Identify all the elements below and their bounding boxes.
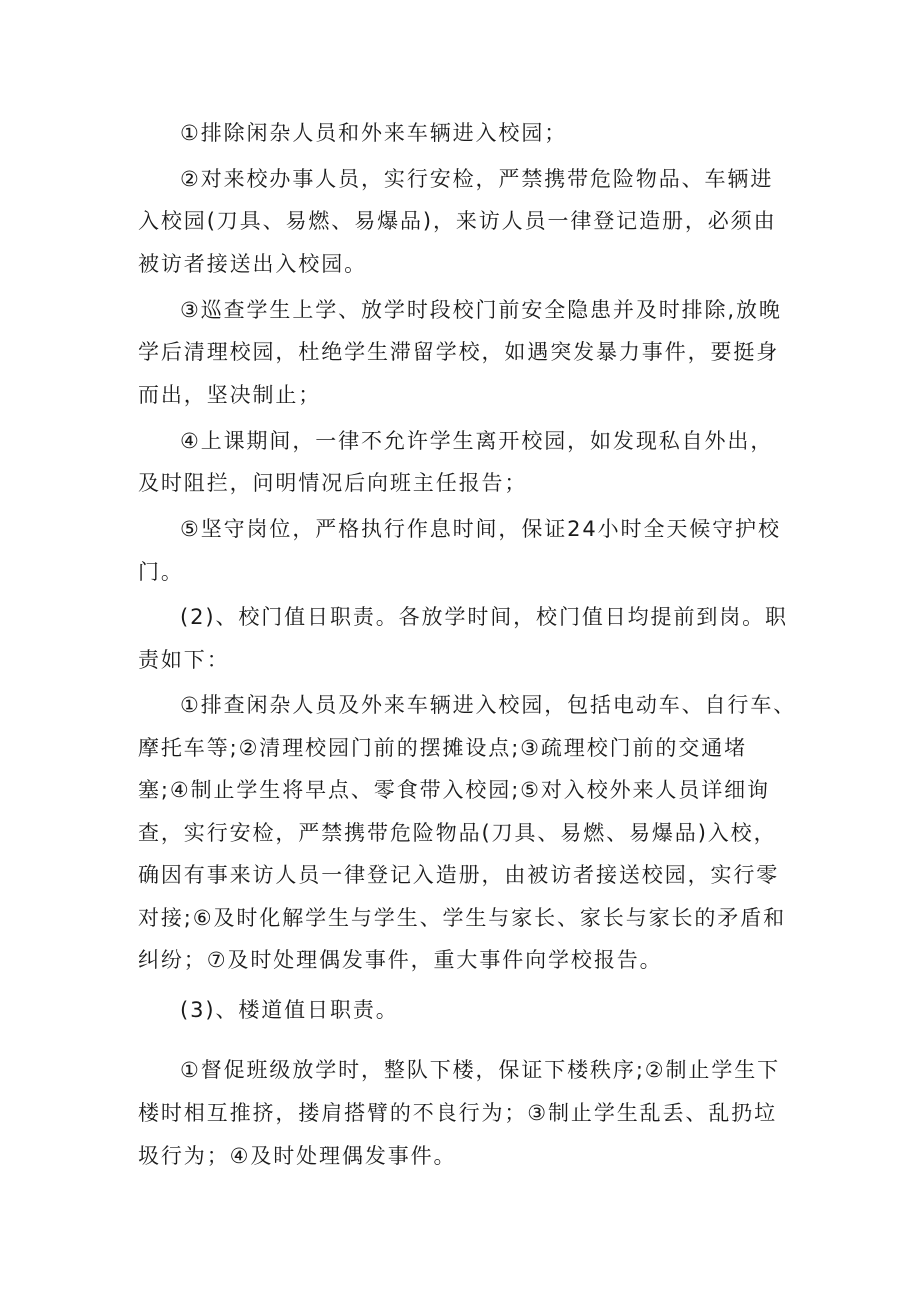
paragraph-4-line-2: 及时阻拦，问明情况后向班主任报告； — [138, 471, 528, 495]
paragraph-8-line-1: (3)、楼道值日职责。 — [180, 998, 399, 1022]
paragraph-3-line-3: 而出，坚决制止； — [138, 383, 322, 407]
paragraph-3-line-1: ③巡查学生上学、放学时段校门前安全隐患并及时排除,放晚 — [180, 298, 782, 322]
paragraph-7-line-2: 摩托车等;②清理校园门前的摆摊设点;③疏理校门前的交通堵 — [138, 736, 748, 760]
paragraph-1-line-1: ①排除闲杂人员和外来车辆进入校园； — [180, 121, 568, 145]
paragraph-3-line-2: 学后清理校园，杜绝学生滞留学校，如遇突发暴力事件，要挺身 — [138, 340, 780, 364]
paragraph-7-line-1: ①排查闲杂人员及外来车辆进入校园，包括电动车、自行车、 — [180, 693, 797, 717]
paragraph-7-line-5: 确因有事来访人员一律登记入造册，由被访者接送校园，实行零 — [138, 863, 780, 887]
paragraph-5-line-1: ⑤坚守岗位，严格执行作息时间，保证24小时全天候守护校 — [180, 517, 781, 541]
paragraph-6-line-1: (2)、校门值日职责。各放学时间，校门值日均提前到岗。职 — [180, 605, 788, 629]
paragraph-7-line-4: 查，实行安检，严禁携带危险物品(刀具、易燃、易爆品)入校， — [138, 821, 777, 845]
paragraph-5-line-2: 门。 — [138, 560, 184, 584]
paragraph-2-line-2: 入校园(刀具、易燃、易爆品)，来访人员一律登记造册，必须由 — [138, 209, 777, 233]
paragraph-6-line-2: 责如下： — [138, 648, 230, 672]
paragraph-2-line-3: 被访者接送出入校园。 — [138, 252, 367, 276]
paragraph-9-line-3: 圾行为；④及时处理偶发事件。 — [138, 1144, 457, 1168]
paragraph-7-line-6: 对接;⑥及时化解学生与学生、学生与家长、家长与家长的矛盾和 — [138, 906, 786, 930]
paragraph-7-line-7: 纠纷；⑦及时处理偶发事件，重大事件向学校报告。 — [138, 948, 663, 972]
paragraph-2-line-1: ②对来校办事人员，实行安检，严禁携带危险物品、车辆进 — [180, 167, 774, 191]
paragraph-9-line-2: 楼时相互推挤，搂肩搭臂的不良行为；③制止学生乱丢、乱扔垃 — [138, 1101, 778, 1125]
paragraph-7-line-3: 塞;④制止学生将早点、零食带入校园;⑤对入校外来人员详细询 — [138, 778, 770, 802]
paragraph-9-line-1: ①督促班级放学时，整队下楼，保证下楼秩序;②制止学生下 — [180, 1058, 781, 1082]
paragraph-4-line-1: ④上课期间，一律不允许学生离开校园，如发现私自外出， — [180, 429, 774, 453]
